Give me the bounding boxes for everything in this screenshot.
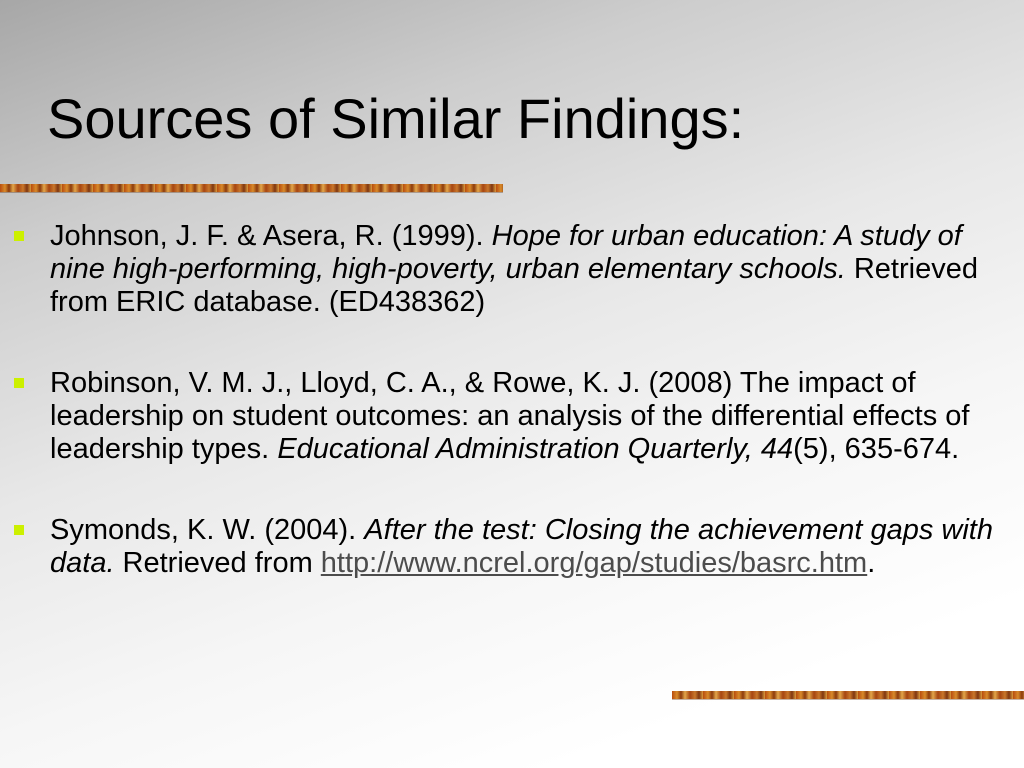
reference-source: Retrieved from ERIC database. (ED438362) <box>50 253 978 318</box>
reference-item-robinson <box>0 367 1024 466</box>
reference-source: Retrieved from <box>114 547 321 579</box>
reference-text: Robinson, V. M. J., Lloyd, C. A., & Rowe, K. J. (2008) The impact of leadership on student outcomes: an analysis of the differential effects of leadership types. <box>50 367 970 465</box>
reference-pages: (5), 635-674. <box>793 433 960 465</box>
reference-journal-italic: Educational Administration Quarterly, 44 <box>277 433 794 465</box>
reference-text: Johnson, J. F. & Asera, R. (1999). <box>50 220 492 252</box>
slide-title: Sources of Similar Findings: <box>47 87 745 150</box>
reference-url-link[interactable]: http://www.ncrel.org/gap/studies/basrc.htm <box>320 547 868 579</box>
square-bullet-icon <box>14 378 24 388</box>
decorative-rule-bottom <box>672 691 1024 699</box>
reference-title-italic: After the test: Closing the achievement gaps with data. <box>50 514 993 579</box>
reference-title-italic: Hope for urban education: A study of nine high-performing, high-poverty, urban elementary schools. <box>50 220 962 285</box>
decorative-rule-top <box>0 184 503 192</box>
reference-text: Symonds, K. W. (2004). <box>50 514 365 546</box>
square-bullet-icon <box>14 525 24 535</box>
reference-end-period: . <box>867 547 876 579</box>
reference-item-symonds <box>0 514 1024 580</box>
reference-list <box>0 220 1024 628</box>
square-bullet-icon <box>14 231 24 241</box>
reference-item-johnson <box>0 220 1024 319</box>
